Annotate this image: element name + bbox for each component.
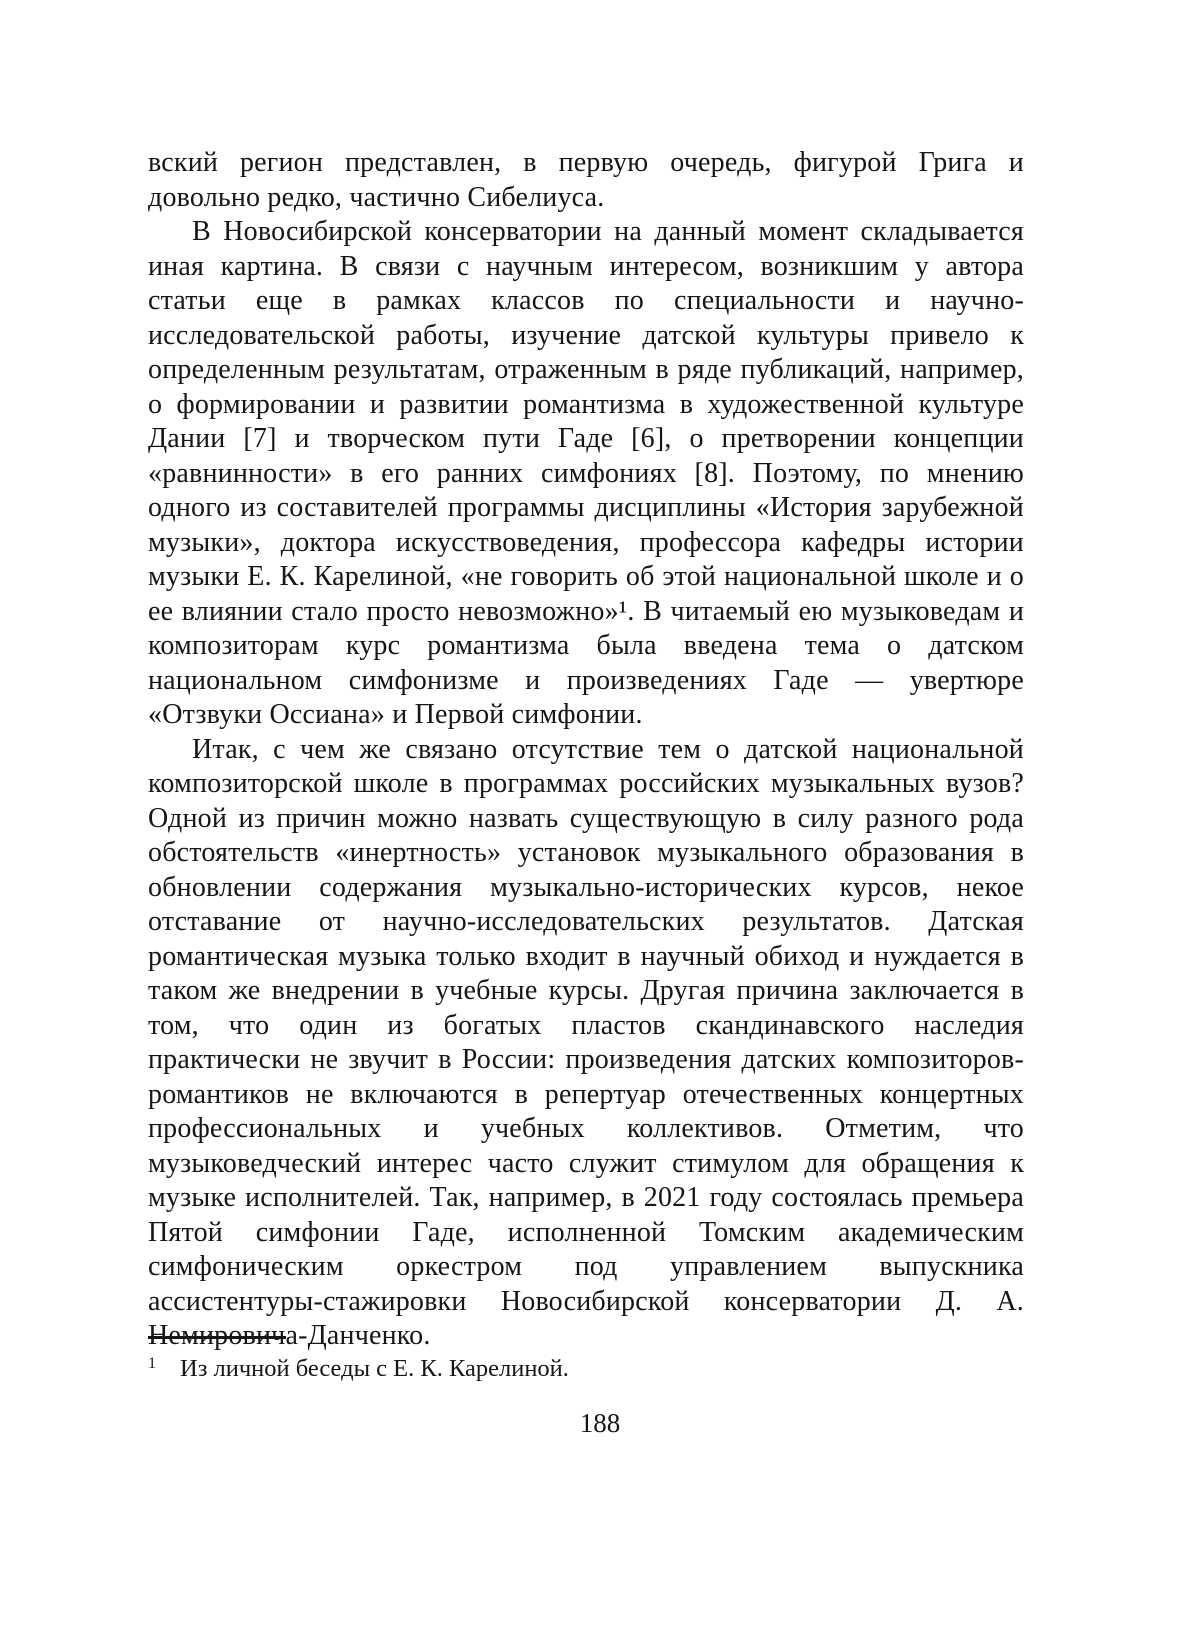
paragraph: В Новосибирской консерватории на данный момент складывается иная картина. В связи с научным интересом, возникшим у автора статьи еще в рамках классов по специальности и научно-исследовательской работы, изучение датской культуры привело к определенным результатам, отраженным в ряде публикаций, например, о формировании и развитии романтизма в художественной культуре Дании [7] и творческом пути Гаде [6], о претворении концепции «равнинности» в его ранних симфониях [8]. Поэтому, по мнению одного из составителей программы дисциплины «История зарубежной музыки», доктора искусствоведения, профессора кафедры истории музыки Е. К. Карелиной, «не говорить об этой национальной школе и о ее влиянии стало просто невозможно»¹. В читаемый ею музыковедам и композиторам курс романтизма была введена тема о датском национальном симфонизме и произведениях Гаде — увертюре «Отзвуки Оссиана» и Первой симфонии. [148, 216, 1024, 730]
paragraph-continuation: вский регион представлен, в первую очередь, фигурой Грига и довольно редко, частично Сибелиуса. [148, 147, 1024, 213]
footnote-area [148, 1336, 1024, 1384]
body-text [148, 146, 1024, 1354]
footnote-marker: 1 [148, 1355, 156, 1372]
paragraph: Итак, с чем же связано отсутствие тем о датской национальной композиторской школе в программах российских музыкальных вузов? Одной из причин можно назвать существующую в силу разного рода обстоятельств «инертность» установок музыкального образования в обновлении содержания музыкально-исторических курсов, некое отставание от научно-исследовательских результатов. Датская романтическая музыка только входит в научный обиход и нуждается в таком же внедрении в учебные курсы. Другая причина заключается в том, что один из богатых пластов скандинавского наследия практически не звучит в России: произведения датских композиторов-романтиков не включаются в репертуар отечественных концертных профессиональных и учебных коллективов. Отметим, что музыковедческий интерес часто служит стимулом для обращения к музыке исполнителей. Так, например, в 2021 году состоялась премьера Пятой симфонии Гаде, исполненной Томским академическим симфоническим оркестром под управлением выпускника ассистентуры-стажировки Новосибирской консерватории Д. А. Немировича-Данченко. [148, 733, 1024, 1351]
footnote [148, 1349, 1024, 1384]
footnote-separator [148, 1336, 286, 1339]
page-number: 188 [579, 1408, 621, 1438]
footnote-text: Из личной беседы с Е. К. Карелиной. [180, 1355, 569, 1382]
